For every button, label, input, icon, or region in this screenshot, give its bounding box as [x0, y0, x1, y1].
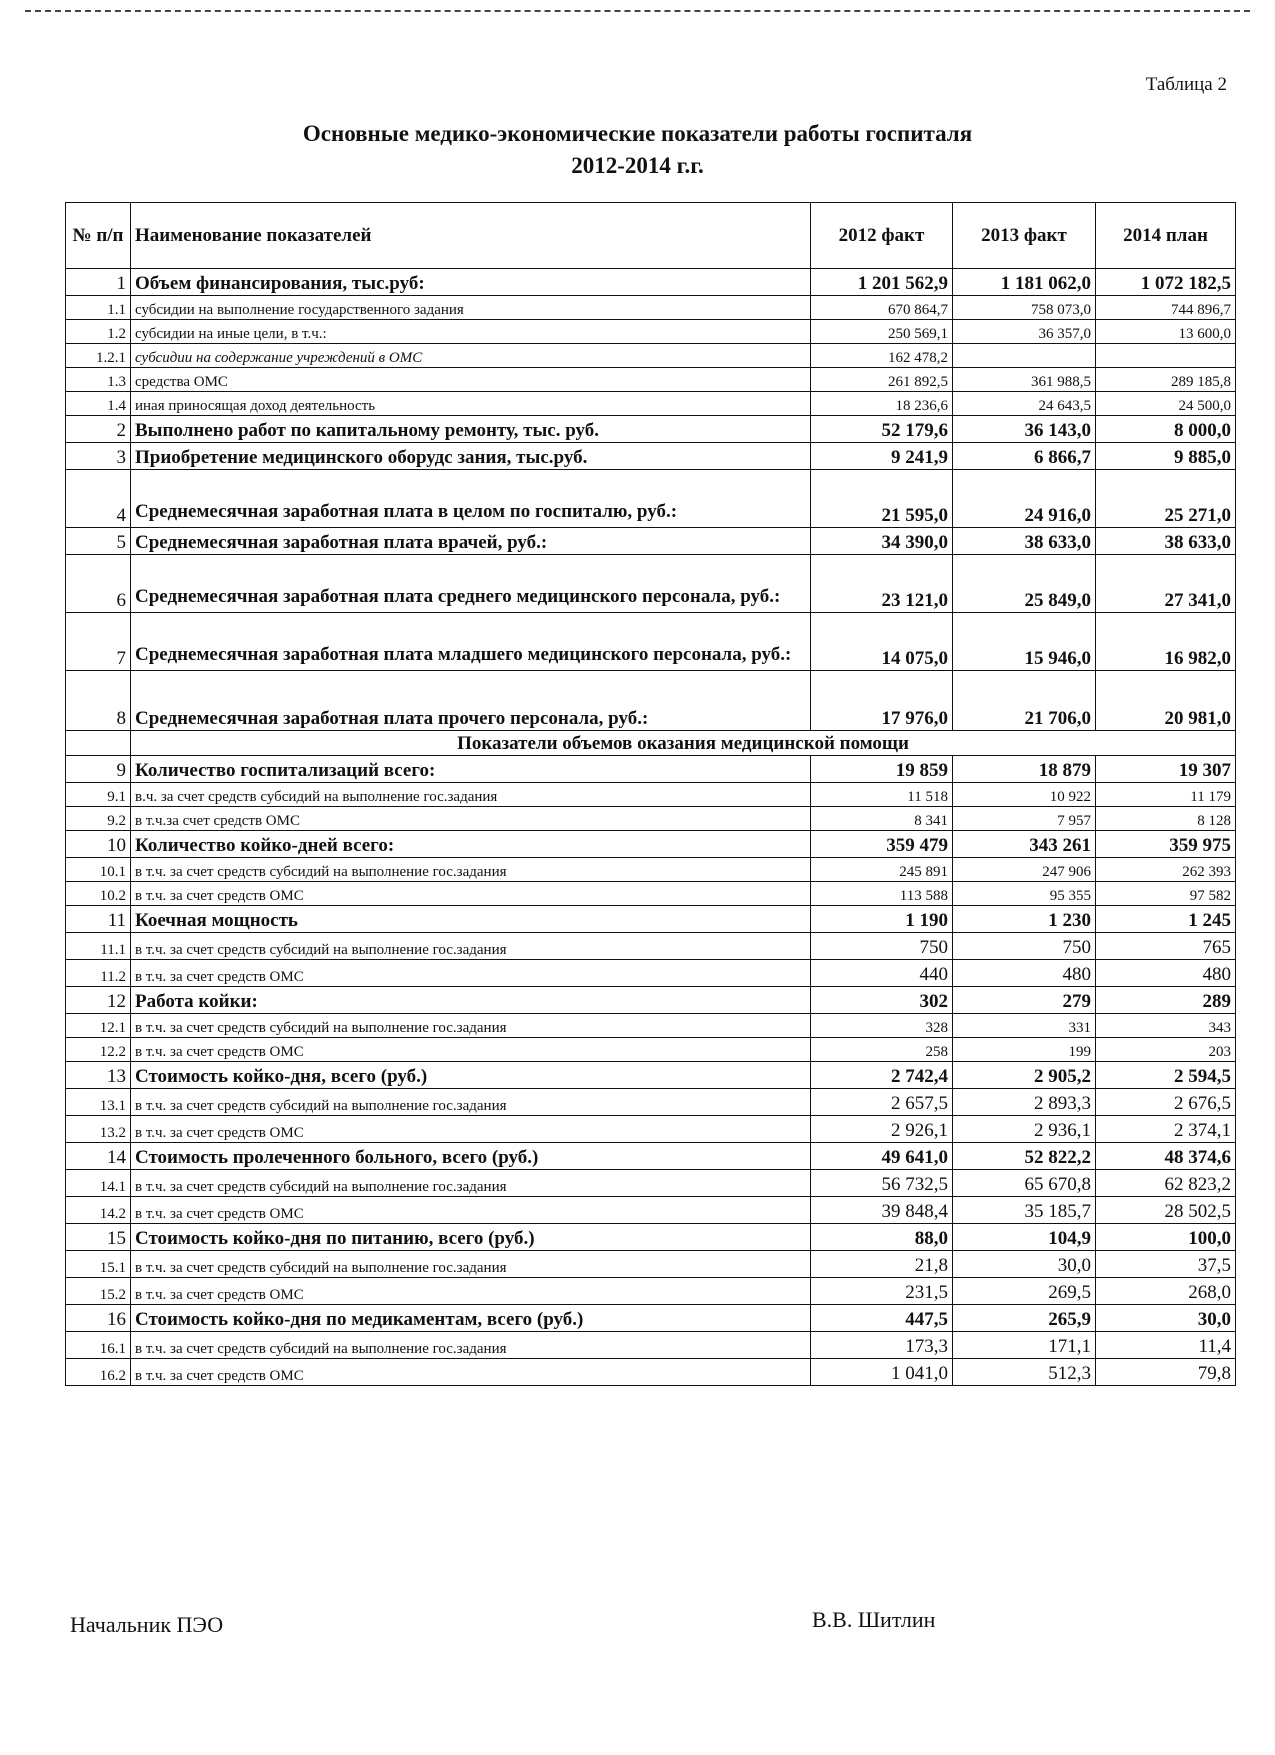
value-2014: 97 582: [1096, 882, 1236, 906]
value-2013: 6 866,7: [953, 443, 1096, 470]
row-name: в т.ч. за счет средств ОМС: [131, 960, 811, 987]
value-2014: 343: [1096, 1014, 1236, 1038]
row-name: Количество госпитализаций всего:: [131, 756, 811, 783]
value-2012: 21,8: [811, 1251, 953, 1278]
row-number: 1.3: [66, 368, 131, 392]
section-num-cell: [66, 731, 131, 756]
row-name: в т.ч. за счет средств субсидий на выполнение гос.задания: [131, 1332, 811, 1359]
value-2012: 1 041,0: [811, 1359, 953, 1386]
table-row: [66, 392, 1236, 416]
table-body: [66, 269, 1236, 1386]
table-row: [66, 1224, 1236, 1251]
value-2013: 36 143,0: [953, 416, 1096, 443]
value-2013: 2 905,2: [953, 1062, 1096, 1089]
row-name: Среднемесячная заработная плата врачей, руб.:: [131, 528, 811, 555]
value-2014: 37,5: [1096, 1251, 1236, 1278]
value-2013: 758 073,0: [953, 296, 1096, 320]
table-row: [66, 1062, 1236, 1089]
table-row: [66, 882, 1236, 906]
value-2012: 18 236,6: [811, 392, 953, 416]
table-row: [66, 443, 1236, 470]
value-2014: 8 000,0: [1096, 416, 1236, 443]
row-number: 14.2: [66, 1197, 131, 1224]
value-2014: 38 633,0: [1096, 528, 1236, 555]
header-2012: 2012 факт: [811, 203, 953, 269]
row-name: Стоимость койко-дня по питанию, всего (руб.): [131, 1224, 811, 1251]
table-label: Таблица 2: [1145, 74, 1227, 95]
value-2013: 15 946,0: [953, 613, 1096, 671]
row-name: в т.ч. за счет средств ОМС: [131, 1116, 811, 1143]
row-name: Коечная мощность: [131, 906, 811, 933]
value-2012: 49 641,0: [811, 1143, 953, 1170]
table-row: [66, 1089, 1236, 1116]
value-2014: 1 072 182,5: [1096, 269, 1236, 296]
table-row: [66, 470, 1236, 528]
value-2013: 2 936,1: [953, 1116, 1096, 1143]
scan-top-line: [25, 10, 1250, 12]
value-2013: 36 357,0: [953, 320, 1096, 344]
value-2013: 331: [953, 1014, 1096, 1038]
value-2012: 1 190: [811, 906, 953, 933]
row-number: 8: [66, 671, 131, 731]
value-2013: 10 922: [953, 783, 1096, 807]
row-number: 13: [66, 1062, 131, 1089]
value-2012: 258: [811, 1038, 953, 1062]
value-2013: 95 355: [953, 882, 1096, 906]
row-name: Среднемесячная заработная плата младшего медицинского персонала, руб.:: [131, 613, 811, 671]
table-row: [66, 671, 1236, 731]
value-2012: 173,3: [811, 1332, 953, 1359]
table-row: [66, 1170, 1236, 1197]
value-2013: 7 957: [953, 807, 1096, 831]
row-name: в т.ч. за счет средств субсидий на выполнение гос.задания: [131, 1014, 811, 1038]
row-name: Объем финансирования, тыс.руб:: [131, 269, 811, 296]
row-name: Стоимость койко-дня, всего (руб.): [131, 1062, 811, 1089]
table-header-row: [66, 203, 1236, 269]
value-2013: 21 706,0: [953, 671, 1096, 731]
value-2012: 113 588: [811, 882, 953, 906]
row-number: 2: [66, 416, 131, 443]
value-2014: 19 307: [1096, 756, 1236, 783]
value-2014: 13 600,0: [1096, 320, 1236, 344]
table-row: [66, 807, 1236, 831]
row-number: 12.2: [66, 1038, 131, 1062]
table-row: [66, 906, 1236, 933]
row-number: 16: [66, 1305, 131, 1332]
row-number: 1.2: [66, 320, 131, 344]
value-2014: 27 341,0: [1096, 555, 1236, 613]
value-2012: 440: [811, 960, 953, 987]
row-name: иная приносящая доход деятельность: [131, 392, 811, 416]
header-2014: 2014 план: [1096, 203, 1236, 269]
table-row: [66, 416, 1236, 443]
table-row: [66, 1038, 1236, 1062]
row-name: субсидии на выполнение государственного задания: [131, 296, 811, 320]
value-2014: 765: [1096, 933, 1236, 960]
table-row: [66, 783, 1236, 807]
value-2013: 52 822,2: [953, 1143, 1096, 1170]
value-2012: 245 891: [811, 858, 953, 882]
value-2012: 670 864,7: [811, 296, 953, 320]
section-title: Показатели объемов оказания медицинской помощи: [131, 731, 1236, 756]
value-2013: 269,5: [953, 1278, 1096, 1305]
value-2012: 56 732,5: [811, 1170, 953, 1197]
row-name: в т.ч. за счет средств ОМС: [131, 1278, 811, 1305]
row-number: 13.2: [66, 1116, 131, 1143]
table-row: [66, 858, 1236, 882]
row-name: в т.ч. за счет средств субсидий на выполнение гос.задания: [131, 1170, 811, 1197]
row-number: 10.1: [66, 858, 131, 882]
value-2012: 750: [811, 933, 953, 960]
row-name: в т.ч.за счет средств ОМС: [131, 807, 811, 831]
value-2013: 343 261: [953, 831, 1096, 858]
row-name: субсидии на иные цели, в т.ч.:: [131, 320, 811, 344]
table-row: [66, 344, 1236, 368]
table-row: [66, 1197, 1236, 1224]
row-number: 1: [66, 269, 131, 296]
value-2012: 9 241,9: [811, 443, 953, 470]
value-2013: [953, 344, 1096, 368]
row-number: 1.4: [66, 392, 131, 416]
row-number: 7: [66, 613, 131, 671]
row-name: Стоимость койко-дня по медикаментам, всего (руб.): [131, 1305, 811, 1332]
value-2012: 447,5: [811, 1305, 953, 1332]
title-line-1: Основные медико-экономические показатели работы госпиталя: [302, 121, 973, 146]
row-name: в.ч. за счет средств субсидий на выполнение гос.задания: [131, 783, 811, 807]
value-2014: 289 185,8: [1096, 368, 1236, 392]
row-number: 15.2: [66, 1278, 131, 1305]
value-2014: 289: [1096, 987, 1236, 1014]
row-name: Количество койко-дней всего:: [131, 831, 811, 858]
row-name: в т.ч. за счет средств субсидий на выполнение гос.задания: [131, 858, 811, 882]
row-number: 9: [66, 756, 131, 783]
row-name: Приобретение медицинского оборудс зания, тыс.руб.: [131, 443, 811, 470]
value-2012: 1 201 562,9: [811, 269, 953, 296]
row-number: 11.1: [66, 933, 131, 960]
value-2012: 261 892,5: [811, 368, 953, 392]
value-2013: 24 916,0: [953, 470, 1096, 528]
value-2013: 279: [953, 987, 1096, 1014]
value-2014: 48 374,6: [1096, 1143, 1236, 1170]
value-2014: 25 271,0: [1096, 470, 1236, 528]
value-2014: 8 128: [1096, 807, 1236, 831]
value-2012: 2 742,4: [811, 1062, 953, 1089]
value-2014: 16 982,0: [1096, 613, 1236, 671]
table-row: [66, 1014, 1236, 1038]
table-row: [66, 320, 1236, 344]
value-2013: 24 643,5: [953, 392, 1096, 416]
value-2012: 23 121,0: [811, 555, 953, 613]
value-2012: 11 518: [811, 783, 953, 807]
row-number: 11: [66, 906, 131, 933]
value-2012: 231,5: [811, 1278, 953, 1305]
table-row: [66, 269, 1236, 296]
row-number: 9.1: [66, 783, 131, 807]
table-row: [66, 1278, 1236, 1305]
row-number: 6: [66, 555, 131, 613]
table-row: [66, 1305, 1236, 1332]
header-2013: 2013 факт: [953, 203, 1096, 269]
value-2012: 39 848,4: [811, 1197, 953, 1224]
table-row: [66, 960, 1236, 987]
table-row: [66, 296, 1236, 320]
value-2013: 247 906: [953, 858, 1096, 882]
value-2014: 2 676,5: [1096, 1089, 1236, 1116]
value-2012: 2 926,1: [811, 1116, 953, 1143]
value-2014: 24 500,0: [1096, 392, 1236, 416]
row-number: 3: [66, 443, 131, 470]
signature-name: В.В. Шитлин: [812, 1607, 936, 1632]
table-row: [66, 613, 1236, 671]
value-2012: 162 478,2: [811, 344, 953, 368]
row-number: 14.1: [66, 1170, 131, 1197]
value-2013: 750: [953, 933, 1096, 960]
value-2012: 14 075,0: [811, 613, 953, 671]
value-2013: 30,0: [953, 1251, 1096, 1278]
row-number: 5: [66, 528, 131, 555]
value-2014: 262 393: [1096, 858, 1236, 882]
value-2014: [1096, 344, 1236, 368]
row-number: 16.2: [66, 1359, 131, 1386]
value-2013: 1 181 062,0: [953, 269, 1096, 296]
value-2014: 203: [1096, 1038, 1236, 1062]
value-2014: 11,4: [1096, 1332, 1236, 1359]
value-2012: 19 859: [811, 756, 953, 783]
table-row: [66, 987, 1236, 1014]
value-2012: 302: [811, 987, 953, 1014]
value-2012: 34 390,0: [811, 528, 953, 555]
value-2013: 65 670,8: [953, 1170, 1096, 1197]
value-2014: 1 245: [1096, 906, 1236, 933]
value-2013: 512,3: [953, 1359, 1096, 1386]
value-2013: 199: [953, 1038, 1096, 1062]
header-num: № п/п: [66, 203, 131, 269]
document-title: [0, 118, 1275, 182]
value-2013: 1 230: [953, 906, 1096, 933]
value-2012: 359 479: [811, 831, 953, 858]
table-row: [66, 528, 1236, 555]
value-2014: 62 823,2: [1096, 1170, 1236, 1197]
section-header-row: [66, 731, 1236, 756]
header-name: Наименование показателей: [131, 203, 811, 269]
row-number: 14: [66, 1143, 131, 1170]
table-row: [66, 1359, 1236, 1386]
row-name: в т.ч. за счет средств ОМС: [131, 1359, 811, 1386]
table-row: [66, 756, 1236, 783]
value-2013: 361 988,5: [953, 368, 1096, 392]
row-name: Стоимость пролеченного больного, всего (руб.): [131, 1143, 811, 1170]
row-name: в т.ч. за счет средств субсидий на выполнение гос.задания: [131, 1089, 811, 1116]
table-row: [66, 555, 1236, 613]
value-2014: 100,0: [1096, 1224, 1236, 1251]
value-2014: 2 594,5: [1096, 1062, 1236, 1089]
row-number: 12: [66, 987, 131, 1014]
value-2013: 35 185,7: [953, 1197, 1096, 1224]
row-number: 1.1: [66, 296, 131, 320]
value-2014: 9 885,0: [1096, 443, 1236, 470]
row-number: 9.2: [66, 807, 131, 831]
value-2014: 480: [1096, 960, 1236, 987]
indicators-table: [65, 202, 1236, 1386]
row-name: Среднемесячная заработная плата прочего персонала, руб.:: [131, 671, 811, 731]
row-name: Работа койки:: [131, 987, 811, 1014]
value-2014: 268,0: [1096, 1278, 1236, 1305]
row-name: субсидии на содержание учреждений в ОМС: [131, 344, 811, 368]
value-2013: 265,9: [953, 1305, 1096, 1332]
row-number: 15: [66, 1224, 131, 1251]
value-2013: 25 849,0: [953, 555, 1096, 613]
row-number: 1.2.1: [66, 344, 131, 368]
value-2014: 79,8: [1096, 1359, 1236, 1386]
value-2012: 250 569,1: [811, 320, 953, 344]
row-name: Среднемесячная заработная плата среднего медицинского персонала, руб.:: [131, 555, 811, 613]
value-2012: 2 657,5: [811, 1089, 953, 1116]
value-2014: 11 179: [1096, 783, 1236, 807]
value-2014: 744 896,7: [1096, 296, 1236, 320]
value-2013: 171,1: [953, 1332, 1096, 1359]
value-2013: 2 893,3: [953, 1089, 1096, 1116]
row-number: 10: [66, 831, 131, 858]
value-2014: 30,0: [1096, 1305, 1236, 1332]
value-2012: 328: [811, 1014, 953, 1038]
value-2013: 38 633,0: [953, 528, 1096, 555]
row-name: Выполнено работ по капитальному ремонту, тыс. руб.: [131, 416, 811, 443]
title-line-2: 2012-2014 г.г.: [571, 153, 704, 178]
table-row: [66, 1332, 1236, 1359]
value-2012: 8 341: [811, 807, 953, 831]
row-number: 11.2: [66, 960, 131, 987]
row-number: 12.1: [66, 1014, 131, 1038]
table-row: [66, 1116, 1236, 1143]
value-2013: 104,9: [953, 1224, 1096, 1251]
table-row: [66, 368, 1236, 392]
value-2012: 21 595,0: [811, 470, 953, 528]
row-number: 13.1: [66, 1089, 131, 1116]
row-number: 16.1: [66, 1332, 131, 1359]
row-number: 10.2: [66, 882, 131, 906]
value-2013: 480: [953, 960, 1096, 987]
table-row: [66, 831, 1236, 858]
value-2014: 28 502,5: [1096, 1197, 1236, 1224]
row-number: 15.1: [66, 1251, 131, 1278]
value-2012: 52 179,6: [811, 416, 953, 443]
value-2014: 359 975: [1096, 831, 1236, 858]
row-name: в т.ч. за счет средств ОМС: [131, 882, 811, 906]
value-2012: 88,0: [811, 1224, 953, 1251]
row-number: 4: [66, 470, 131, 528]
row-name: средства ОМС: [131, 368, 811, 392]
table-row: [66, 1143, 1236, 1170]
value-2013: 18 879: [953, 756, 1096, 783]
row-name: в т.ч. за счет средств субсидий на выполнение гос.задания: [131, 1251, 811, 1278]
signature-position: Начальник ПЭО: [70, 1612, 224, 1637]
table-row: [66, 933, 1236, 960]
value-2012: 17 976,0: [811, 671, 953, 731]
table-row: [66, 1251, 1236, 1278]
row-name: в т.ч. за счет средств ОМС: [131, 1197, 811, 1224]
row-name: в т.ч. за счет средств ОМС: [131, 1038, 811, 1062]
row-name: Среднемесячная заработная плата в целом по госпиталю, руб.:: [131, 470, 811, 528]
value-2014: 2 374,1: [1096, 1116, 1236, 1143]
row-name: в т.ч. за счет средств субсидий на выполнение гос.задания: [131, 933, 811, 960]
value-2014: 20 981,0: [1096, 671, 1236, 731]
